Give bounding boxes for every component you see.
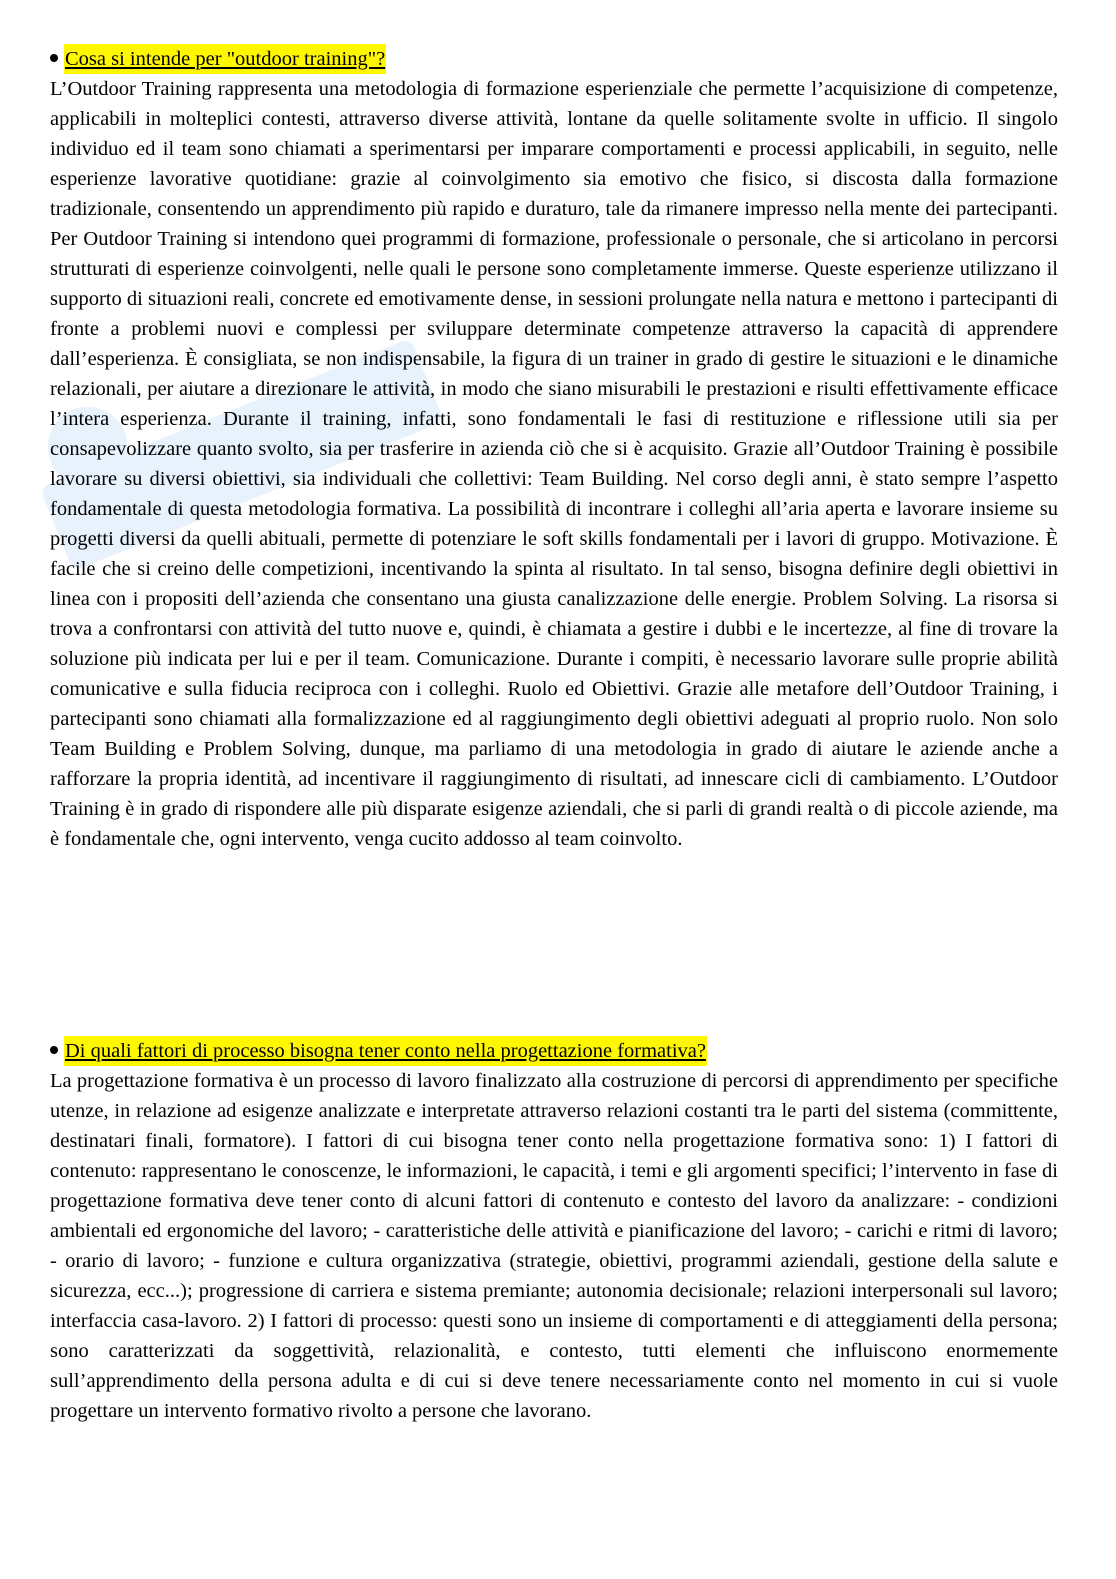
answer-paragraph: La progettazione formativa è un processo di lavoro finalizzato alla costruzione di percorsi di apprendimento per specifiche utenze, in relazione ad esigenze analizzate e interpretate attraverso relazioni costanti tra le parti del sistema (committente, destinatari finali, formatore). I fattori di cui bisogna tener conto nella progettazione formativa sono: 1) I fattori di contenuto: rappresentano le conoscenze, le informazioni, le capacità, i temi e gli argomenti specifici; l’intervento in fase di progettazione formativa deve tener conto di alcuni fattori di contenuto e contesto del lavoro da analizzare: - condizioni ambientali ed ergonomiche del lavoro; - caratteristiche delle attività e pianificazione del lavoro; - carichi e ritmi di lavoro; - orario di lavoro; - funzione e cultura organizzativa (strategie, obiettivi, programmi aziendali, gestione della salute e sicurezza, ecc...); progressione di carriera e sistema premiante; autonomia decisionale; relazioni interpersonali sul lavoro; interfaccia casa-lavoro. 2) I fattori di processo: questi sono un insieme di comportamenti e di atteggiamenti della persona; sono caratterizzati da soggettività, relazionalità, e contesto, tutti elementi che influiscono enormemente sull’apprendimento della persona adulta e di cui si deve tenere necessariamente conto nel momento in cui si vuole progettare un intervento formativo rivolto a persone che lavorano. (50, 1070, 1058, 1422)
bullet-icon (50, 1046, 58, 1054)
question-heading (50, 44, 1058, 74)
qa-section-progettazione-formativa (50, 1036, 1058, 1426)
question-text: Di quali fattori di processo bisogna tener conto nella progettazione formativa? (64, 1036, 707, 1066)
question-heading (50, 1036, 1058, 1066)
answer-paragraph: L’Outdoor Training rappresenta una metodologia di formazione esperienziale che permette l’acquisizione di competenze, applicabili in molteplici contesti, attraverso diverse attività, lontane da quelle solitamente svolte in ufficio. Il singolo individuo ed il team sono chiamati a sperimentarsi per imparare comportamenti e processi applicabili, in seguito, nelle esperienze lavorative quotidiane: grazie al coinvolgimento sia emotivo che fisico, si discosta dalla formazione tradizionale, consentendo un apprendimento più rapido e duraturo, tale da rimanere impresso nella mente dei partecipanti. Per Outdoor Training si intendono quei programmi di formazione, professionale o personale, che si articolano in percorsi strutturati di esperienze coinvolgenti, nelle quali le persone sono completamente immerse. Queste esperienze utilizzano il supporto di situazioni reali, concrete ed emotivamente dense, in sessioni prolungate nella natura e mettono i partecipanti di fronte a problemi nuovi e complessi per sviluppare determinate competenze attraverso la capacità di apprendere dall’esperienza. È consigliata, se non indispensabile, la figura di un trainer in grado di gestire le situazioni e le dinamiche relazionali, per aiutare a direzionare le attività, in modo che siano misurabili le prestazioni e risulti effettivamente efficace l’intera esperienza. Durante il training, infatti, sono fondamentali le fasi di restituzione e riflessione utili sia per consapevolizzare quanto svolto, sia per trasferire in azienda ciò che si è acquisito. Grazie all’Outdoor Training è possibile lavorare su diversi obiettivi, sia individuali che collettivi: Team Building. Nel corso degli anni, è stato sempre l’aspetto fondamentale di questa metodologia formativa. La possibilità di incontrare i colleghi all’aria aperta e lavorare insieme su progetti diversi da quelli abituali, permette di potenziare le soft skills fondamentali per i lavori di gruppo. Motivazione. È facile che si creino delle competizioni, incentivando la spinta al risultato. In tal senso, bisogna definire degli obiettivi in linea con i propositi dell’azienda che consentano una giusta canalizzazione delle energie. Problem Solving. La risorsa si trova a confrontarsi con attività del tutto nuove e, quindi, è chiamata a gestire i dubbi e le incertezze, al fine di trovare la soluzione più indicata per lui e per il team. Comunicazione. Durante i compiti, è necessario lavorare sulle proprie abilità comunicative e sulla fiducia reciproca con i colleghi. Ruolo ed Obiettivi. Grazie alle metafore dell’Outdoor Training, i partecipanti sono chiamati alla formalizzazione ed al raggiungimento degli obiettivi adeguati al proprio ruolo. Non solo Team Building e Problem Solving, dunque, ma parliamo di una metodologia in grado di aiutare le aziende anche a rafforzare la propria identità, ad incentivare il raggiungimento di risultati, ad innescare cicli di cambiamento. L’Outdoor Training è in grado di rispondere alle più disparate esigenze aziendali, che si parli di grandi realtà o di piccole aziende, ma è fondamentale che, ogni intervento, venga cucito addosso al team coinvolto. (50, 78, 1058, 850)
qa-section-outdoor-training (50, 44, 1058, 854)
bullet-icon (50, 54, 58, 62)
question-text: Cosa si intende per "outdoor training"? (64, 44, 386, 74)
